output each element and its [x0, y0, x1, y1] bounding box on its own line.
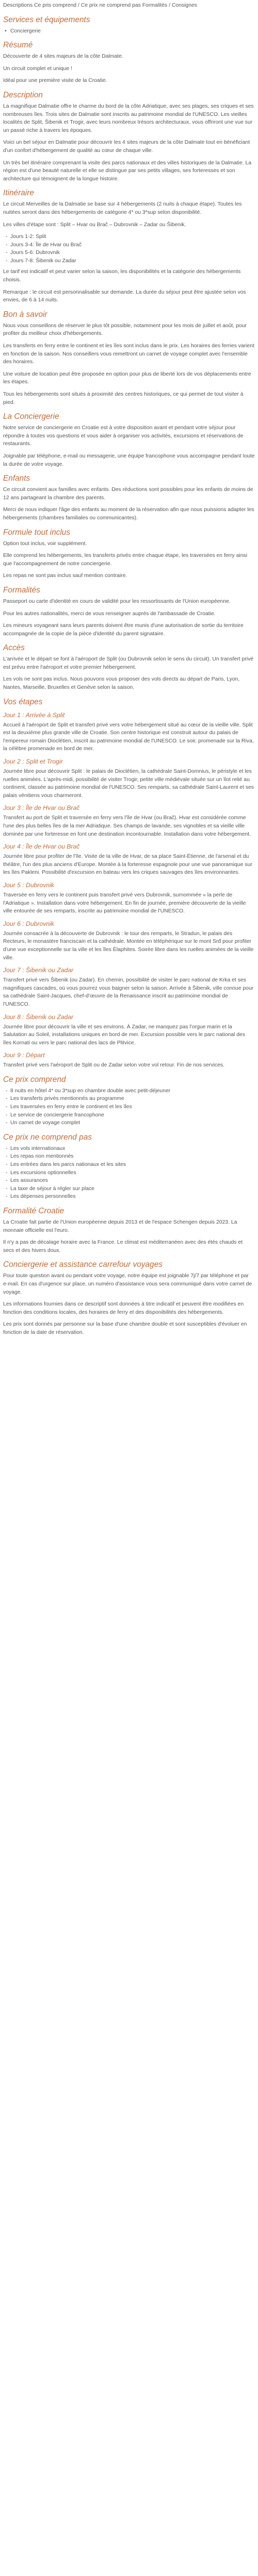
itineraire-item: - Jours 3-4: Île de Hvar ou Brač: [10, 241, 255, 249]
itineraire-para: Remarque : le circuit est personnalisable sur demande. La durée du séjour peut être ajustée selon vos envies, de 6 à 14 nuits.: [3, 289, 246, 303]
ne-comprend-pas-item: - Les excursions optionnelles: [10, 1169, 255, 1177]
etape-title: Jour 6 : Dubrovnik: [3, 920, 54, 927]
consignes-para: Les prix sont donnés par personne sur la base d'une chambre double et sont susceptibles d'évoluer en fonction de la date de réservation.: [3, 1321, 247, 1335]
acces-para: L'arrivée et le départ se font à l'aéroport de Split (ou Dubrovnik selon le sens du circuit). Un transfert privé est prévu entre l'aéroport et votre premier hébergement.: [3, 656, 254, 670]
acces-title: Accès: [3, 643, 25, 653]
etapes-title: Vos étapes: [3, 697, 43, 706]
enfants-para: Merci de nous indiquer l'âge des enfants au moment de la réservation afin que nous puissions adapter les hébergements (chambres familiales ou communicantes).: [3, 507, 254, 521]
formalites-para: Passeport ou carte d'identité en cours de validité pour les ressortissants de l'Union européenne.: [3, 598, 231, 604]
comprend-title: Ce prix comprend: [3, 1075, 66, 1084]
description-para: Voici un bel séjour en Dalmatie pour découvrir les 4 sites majeurs de la côte Dalmate tout en bénéficiant d'un confort d'hébergement de qualité au cœur de chaque ville.: [3, 140, 250, 154]
conciergerie-info-title: La Conciergerie: [3, 412, 59, 421]
etape-title: Jour 1 : Arrivée à Split: [3, 711, 65, 719]
etape-text: Journée consacrée à la découverte de Dubrovnik : le tour des remparts, le Stradun, le palais des Recteurs, le monastère franciscain et la cathédrale. Montée en téléphérique sur le mont Srđ pour profiter d'une vue exceptionnelle sur la ville et les îles Élaphites. Soirée libre dans les ruelles animées de la vieille ville.: [3, 930, 254, 961]
etape-text: Journée libre pour découvrir Split : le palais de Dioclétien, la cathédrale Saint-Domnius, le péristyle et les ruelles animées. L'après-midi, possibilité de visiter Trogir, petite ville médiévale située sur un îlot relié au continent, classée au patrimoine mondial de l'UNESCO. Ses remparts, sa cathédrale Saint-Laurent et ses palais vénitiens vous charmeront.: [3, 769, 254, 799]
resume-para: Idéal pour une première visite de la Croatie.: [3, 78, 107, 84]
ne-comprend-pas-title: Ce prix ne comprend pas: [3, 1132, 92, 1142]
comprend-item: - Un carnet de voyage complet: [10, 1119, 255, 1127]
ne-comprend-pas-list: [3, 1145, 255, 1201]
etape-title: Jour 9 : Départ: [3, 1052, 45, 1059]
etape-text: Transfert privé vers Šibenik (ou Zadar). En chemin, possibilité de visiter le parc national de Krka et ses magnifiques cascades, où vous pourrez vous baigner selon la saison. Arrivée à Šibenik, ville connue pour sa cathédrale Saint-Jacques, chef-d'œuvre de la Renaissance inscrit au patrimoine mondial de l'UNESCO.: [3, 977, 254, 1007]
etape-text: Journée libre pour profiter de l'île. Visite de la ville de Hvar, de sa place Saint-Étienne, de l'arsenal et du théâtre, l'un des plus anciens d'Europe. Montée à la forteresse espagnole pour une vue panoramique sur les îles Pakleni. Possibilité d'excursion en bateau vers les criques sauvages des îles environnantes.: [3, 854, 252, 876]
description-title: Description: [3, 90, 43, 99]
itineraire-para: Le circuit Merveilles de la Dalmatie se base sur 4 hébergements (2 nuits à chaque étape). Toutes les nuitées seront dans des hébergements de catégorie 4* ou 3*sup selon disponibilité.: [3, 201, 242, 215]
itineraire-item: - Jours 5-6: Dubrovnik: [10, 249, 255, 257]
itineraire-title: Itinéraire: [3, 189, 34, 198]
resume-para: Découverte de 4 sites majeurs de la côte Dalmate.: [3, 54, 123, 60]
comprend-item: - Le service de conciergerie francophone: [10, 1111, 255, 1120]
formalites-title: Formalités: [3, 585, 40, 595]
services-item: • Conciergerie: [10, 27, 255, 36]
acces-para: Les vols ne sont pas inclus. Nous pouvons vous proposer des vols directs au départ de Paris, Lyon, Nantes, Marseille, Bruxelles et Genève selon la saison.: [3, 676, 240, 691]
formalite-croatie-para: Il n'y a pas de décalage horaire avec la France. Le climat est méditerranéen avec des étés chauds et secs et des hivers doux.: [3, 1240, 243, 1253]
description-para: Un très bel itinéraire comprenant la visite des parcs nationaux et des villes historiques de la Dalmatie. La région est d'une beauté naturelle et elle se distingue par ses petits villages, ses forteresses et son architecture qui témoignent de la longue histoire.: [3, 160, 252, 182]
etape-title: Jour 8 : Šibenik ou Zadar: [3, 1013, 74, 1021]
itineraire-item: - Jours 7-8: Šibenik ou Zadar: [10, 257, 255, 265]
etape-title: Jour 3 : Île de Hvar ou Brač: [3, 804, 80, 812]
inclus-para: Elle comprend les hébergements, les transferts privés entre chaque étape, les traversées en ferry ainsi que l'accompagnement de notre conciergerie.: [3, 553, 248, 567]
consignes-para: Pour toute question avant ou pendant votre voyage, notre équipe est joignable 7j/7 par téléphone et par e-mail. En cas d'urgence sur place, un numéro d'assistance vous sera communiqué dans votre carnet de voyage.: [3, 1273, 252, 1295]
etape-text: Accueil à l'aéroport de Split et transfert privé vers votre hébergement situé au cœur de la vieille ville. Split est la deuxième plus grande ville de Croatie. Son centre historique est construit autour du palais de l'empereur romain Dioclétien, inscrit au patrimoine mondial de l'UNESCO. Le soir, promenade sur la Riva, la célèbre promenade en bord de mer.: [3, 722, 254, 752]
etape-text: Transfert privé vers l'aéroport de Split ou de Zadar selon votre vol retour. Fin de nos services.: [3, 1062, 224, 1069]
bon-a-savoir-para: Une voiture de location peut être proposée en option pour plus de liberté lors de vos déplacements entre les étapes.: [3, 371, 251, 385]
etape-text: Traversée en ferry vers le continent puis transfert privé vers Dubrovnik, surnommée « la perle de l'Adriatique ». Installation dans votre hébergement. En fin de journée, première découverte de la vieille ville entourée de ses remparts, inscrite au patrimoine mondial de l'UNESCO.: [3, 892, 246, 914]
ne-comprend-pas-item: - Les entrées dans les parcs nationaux et les sites: [10, 1161, 255, 1169]
bon-a-savoir-para: Nous vous conseillons de réserver le plus tôt possible, notamment pour les mois de juillet et août, pour profiter du meilleur choix d'hébergements.: [3, 323, 247, 337]
itineraire-para: Les villes d'étape sont : Split – Hvar ou Brač – Dubrovnik – Zadar ou Šibenik.: [3, 222, 186, 228]
bon-a-savoir-para: Tous les hébergements sont situés à proximité des centres historiques, ce qui permet de tout visiter à pied.: [3, 392, 244, 405]
etape-text: Journée libre pour découvrir la ville et ses environs. À Zadar, ne manquez pas l'orgue marin et la Salutation au Soleil, installations uniques en bord de mer. Excursion possible vers le parc national des îles Kornati ou vers le parc national des lacs de Plitvice.: [3, 1024, 246, 1046]
conciergerie-info-para: Notre service de conciergerie en Croatie est à votre disposition avant et pendant votre séjour pour répondre à toutes vos questions et vous aider à organiser vos activités, excursions et réservations de restaurants.: [3, 425, 244, 447]
etape-title: Jour 7 : Šibenik ou Zadar: [3, 967, 74, 974]
inclus-para: Les repas ne sont pas inclus sauf mention contraire.: [3, 573, 127, 579]
services-list: [3, 27, 255, 36]
consignes-para: Les informations fournies dans ce descriptif sont données à titre indicatif et peuvent être modifiées en fonction des conditions locales, des horaires de ferry et des disponibilités des hébergements.: [3, 1301, 244, 1315]
comprend-item: - Les transferts privés mentionnés au programme: [10, 1095, 255, 1103]
formalite-croatie-title: Formalité Croatie: [3, 1207, 64, 1215]
intro-line: Descriptions Ce pris comprend / Ce prix ne comprend pas Formalités / Consignes: [3, 3, 197, 8]
comprend-item: - 8 nuits en hôtel 4* ou 3*sup en chambre double avec petit-déjeuner: [10, 1087, 255, 1095]
itineraire-para: Le tarif est indicatif et peut varier selon la saison, les disponibilités et la catégorie des hébergements choisis.: [3, 269, 241, 283]
comprend-list: [3, 1087, 255, 1127]
bon-a-savoir-para: Les transferts en ferry entre le continent et les îles sont inclus dans le prix. Les horaires des ferries varient en fonction de la saison. Nos conseillers vous remettront un carnet de voyage complet avec l'ensemble des horaires.: [3, 343, 254, 365]
conciergerie-info-para: Joignable par téléphone, e-mail ou messagerie, une équipe francophone vous accompagne pendant toute la durée de votre voyage.: [3, 453, 255, 467]
inclus-title: Formule tout inclus: [3, 528, 71, 537]
consignes-title: Conciergerie et assistance carrefour voyages: [3, 1260, 163, 1269]
bon-a-savoir-title: Bon à savoir: [3, 310, 47, 319]
itineraire-list: [3, 233, 255, 265]
enfants-para: Ce circuit convient aux familles avec enfants. Des réductions sont possibles pour les enfants de moins de 12 ans partageant la chambre des parents.: [3, 487, 253, 501]
resume-para: Un circuit complet et unique !: [3, 65, 72, 72]
etape-title: Jour 5 : Dubrovnik: [3, 881, 54, 889]
formalites-para: Pour les autres nationalités, merci de vous renseigner auprès de l'ambassade de Croatie.: [3, 611, 216, 617]
enfants-title: Enfants: [3, 474, 30, 483]
services-title: Services et équipements: [3, 15, 90, 24]
resume-title: Résumé: [3, 41, 33, 50]
inclus-para: Option tout inclus, voir supplément.: [3, 540, 87, 547]
comprend-item: - Les traversées en ferry entre le continent et les îles: [10, 1103, 255, 1111]
formalite-croatie-para: La Croatie fait partie de l'Union européenne depuis 2013 et de l'espace Schengen depuis 2023. La monnaie officielle est l'euro.: [3, 1219, 237, 1233]
ne-comprend-pas-item: - Les assurances: [10, 1177, 255, 1185]
ne-comprend-pas-item: - Les repas non mentionnés: [10, 1153, 255, 1161]
ne-comprend-pas-item: - Les vols internationaux: [10, 1145, 255, 1153]
formalites-para: Les mineurs voyageant sans leurs parents doivent être munis d'une autorisation de sortie du territoire accompagnée de la copie de la pièce d'identité du parent signataire.: [3, 623, 244, 637]
description-para: La magnifique Dalmatie offre le charme du bord de la côte Adriatique, avec ses plages, ses criques et ses nombreuses îles. Trois sites de Dalmatie sont inscrits au patrimoine mondial de l'UNESCO. Les vieilles localités de Split, Šibenik et Trogir, avec leurs nombreux trésors architecturaux, vous offriront une vue sur un passé riche à travers les époques.: [3, 103, 254, 133]
ne-comprend-pas-item: - Les dépenses personnelles: [10, 1193, 255, 1201]
itineraire-item: - Jours 1-2: Split: [10, 233, 255, 241]
etape-text: Transfert au port de Split et traversée en ferry vers l'île de Hvar (ou Brač). Hvar est considérée comme l'une des plus belles îles de la mer Adriatique. Ses champs de lavande, ses vignobles et sa vieille ville dominée par une forteresse en font une destination incontournable. Installation dans votre hébergement.: [3, 815, 251, 837]
etape-title: Jour 2 : Split et Trogir: [3, 758, 63, 766]
etape-title: Jour 4 : Île de Hvar ou Brač: [3, 843, 80, 851]
ne-comprend-pas-item: - La taxe de séjour à régler sur place: [10, 1185, 255, 1193]
